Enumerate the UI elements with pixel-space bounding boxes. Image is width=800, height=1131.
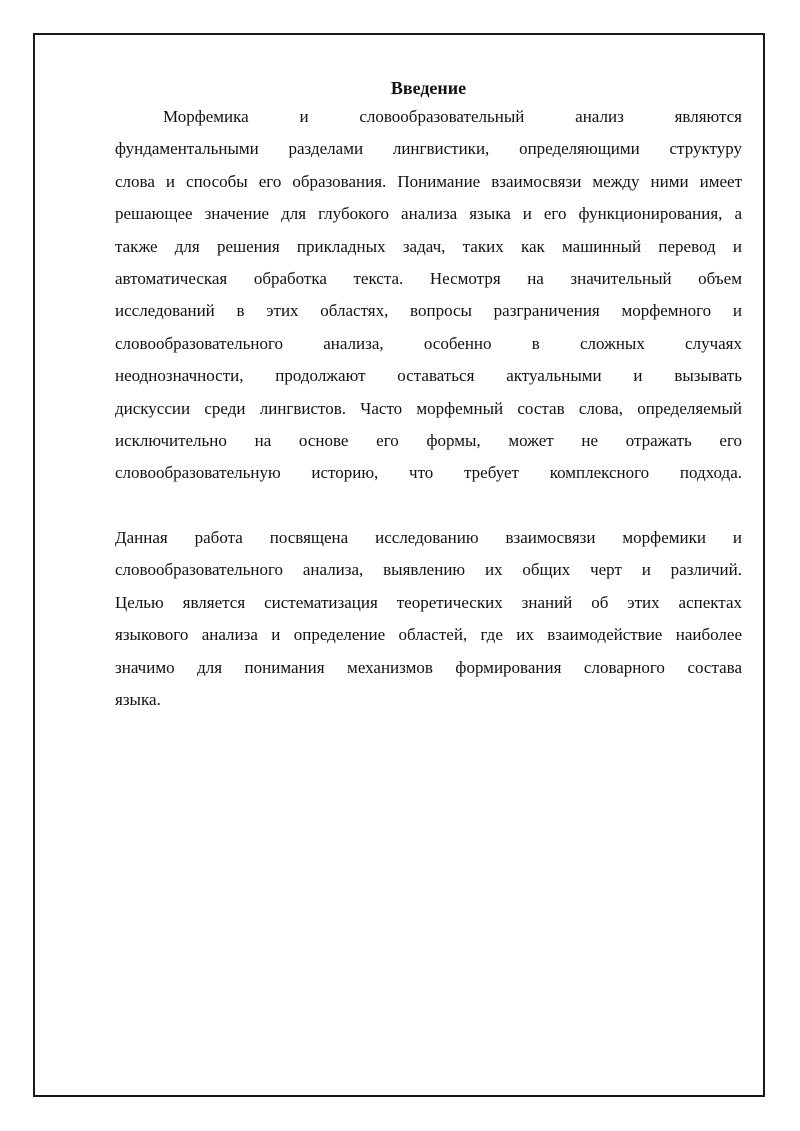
paragraph-line: исследований в этих областях, вопросы разграничения морфемного и — [115, 301, 742, 321]
document-body — [115, 75, 742, 716]
paragraph-line: значимо для понимания механизмов формирования словарного состава — [115, 657, 742, 677]
paragraph-line: автоматическая обработка текста. Несмотря на значительный объем — [115, 269, 742, 289]
paragraph-gap — [115, 490, 742, 522]
paragraph-line: исключительно на основе его формы, может не отражать его — [115, 431, 742, 451]
paragraph-line: также для решения прикладных задач, таких как машинный перевод и — [115, 236, 742, 256]
paragraph-line: Целью является систематизация теоретических знаний об этих аспектах — [115, 592, 742, 612]
paragraph-2 — [115, 522, 742, 716]
document-title: Введение — [390, 78, 467, 98]
paragraph-line: языкового анализа и определение областей, где их взаимодействие наиболее — [115, 625, 742, 645]
paragraph-line: словообразовательную историю, что требует комплексного подхода. — [115, 463, 742, 483]
paragraph-line: слова и способы его образования. Понимание взаимосвязи между ними имеет — [115, 171, 742, 191]
paragraph-line: языка. — [115, 689, 161, 709]
paragraph-line: Данная работа посвящена исследованию взаимосвязи морфемики и — [115, 527, 742, 547]
paragraph-line: дискуссии среди лингвистов. Часто морфемный состав слова, определяемый — [115, 398, 742, 418]
paragraph-line: словообразовательного анализа, выявлению их общих черт и различий. — [115, 560, 742, 580]
paragraph-1 — [115, 101, 742, 490]
paragraph-line: фундаментальными разделами лингвистики, определяющими структуру — [115, 139, 742, 159]
paragraph-line: Морфемика и словообразовательный анализ являются — [163, 107, 742, 126]
paragraph-line: неоднозначности, продолжают оставаться актуальными и вызывать — [115, 366, 742, 386]
paragraph-line: словообразовательного анализа, особенно в сложных случаях — [115, 333, 742, 353]
paragraph-line: решающее значение для глубокого анализа языка и его функционирования, а — [115, 204, 742, 224]
